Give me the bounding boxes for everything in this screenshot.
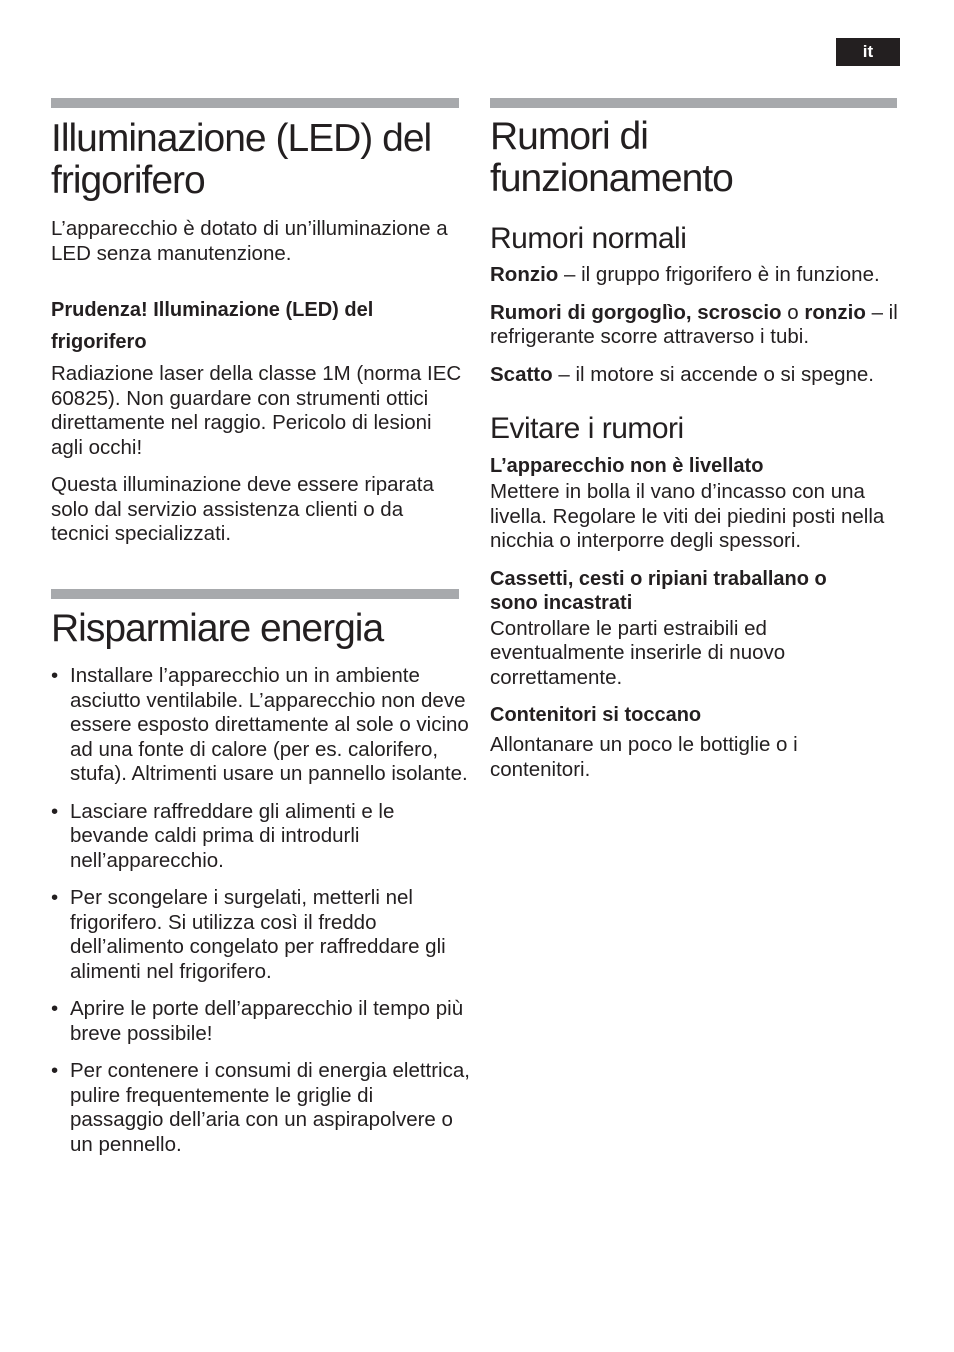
list-item: • Installare l’apparecchio un in ambiente asciutto ventilabile. L’apparecchio non deve essere esposto direttamente al sole o vicino ad una fonte di calore (per es. calorifero, stufa). Altrimenti usare un pannello isolante. — [51, 664, 471, 787]
energy-bullet-list — [51, 664, 471, 1157]
section-rule-energy — [51, 589, 459, 599]
noise-description: – il gruppo frigorifero è in funzione. — [558, 263, 880, 286]
normal-noise-title: Rumori normali — [490, 222, 687, 255]
led-caution-text: Radiazione laser della classe 1M (norma IEC 60825). Non guardare con strumenti ottici direttamente nel raggio. Pericolo di lesioni agli occhi! — [51, 362, 462, 459]
normal-noise-item — [490, 301, 900, 350]
noise-section — [490, 116, 900, 782]
energy-title: Risparmiare energia — [51, 607, 384, 650]
language-tag: it — [836, 38, 900, 66]
led-repair-text: Questa illuminazione deve essere riparata solo dal servizio assistenza clienti o da tecnici specializzati. — [51, 473, 434, 545]
noise-description: – il refrigerante scorre attraverso i tubi. — [490, 300, 898, 348]
avoid-item-heading: Contenitori si toccano — [490, 704, 702, 726]
list-item: • Per scongelare i surgelati, metterli nel frigorifero. Si utilizza così il freddo dell’alimento congelato per raffreddare gli alimenti nel frigorifero. — [51, 886, 471, 984]
led-section — [51, 118, 463, 547]
noise-description: – il motore si accende o si spegne. — [552, 362, 874, 386]
noise-joiner: o — [781, 300, 805, 324]
list-item: • Per contenere i consumi di energia elettrica, pulire frequentemente le griglie di passaggio dell’aria con un aspirapolvere o un pennello. — [51, 1059, 471, 1157]
noise-term: Rumori di gorgoglìo, scroscio — [490, 300, 782, 324]
list-item: • Aprire le porte dell’apparecchio il tempo più breve possibile! — [51, 997, 471, 1046]
led-intro: L’apparecchio è dotato di un’illuminazione a LED senza manutenzione. — [51, 217, 448, 265]
avoid-item-text: Controllare le parti estraibili ed eventualmente inserirle di nuovo correttamente. — [490, 616, 786, 689]
avoid-item-heading: Cassetti, cesti o ripiani traballano o sono incastrati — [490, 567, 827, 614]
noise-term: Ronzio — [490, 263, 559, 286]
normal-noise-item — [490, 363, 900, 388]
normal-noise-item — [490, 263, 900, 288]
avoid-noise-title: Evitare i rumori — [490, 412, 684, 445]
noise-title: Rumori di funzionamento — [490, 115, 733, 200]
avoid-item-text: Allontanare un poco le bottiglie o i contenitori. — [490, 733, 798, 781]
noise-term: ronzio — [804, 300, 866, 324]
avoid-item-heading: L’apparecchio non è livellato — [490, 455, 764, 477]
list-item: • Lasciare raffreddare gli alimenti e le bevande caldi prima di introdurli nell’apparecchio. — [51, 800, 471, 874]
led-caution-title: Prudenza! Illuminazione (LED) del frigorifero — [51, 299, 374, 353]
led-title: Illuminazione (LED) del frigorifero — [51, 117, 432, 202]
noise-term: Scatto — [490, 362, 553, 386]
section-rule-led — [51, 98, 459, 108]
avoid-item-text: Mettere in bolla il vano d’incasso con una livella. Regolare le viti dei piedini posti nella nicchia o interporre degli spessori. — [490, 480, 885, 552]
energy-section — [51, 608, 471, 1170]
section-rule-noise — [490, 98, 897, 108]
